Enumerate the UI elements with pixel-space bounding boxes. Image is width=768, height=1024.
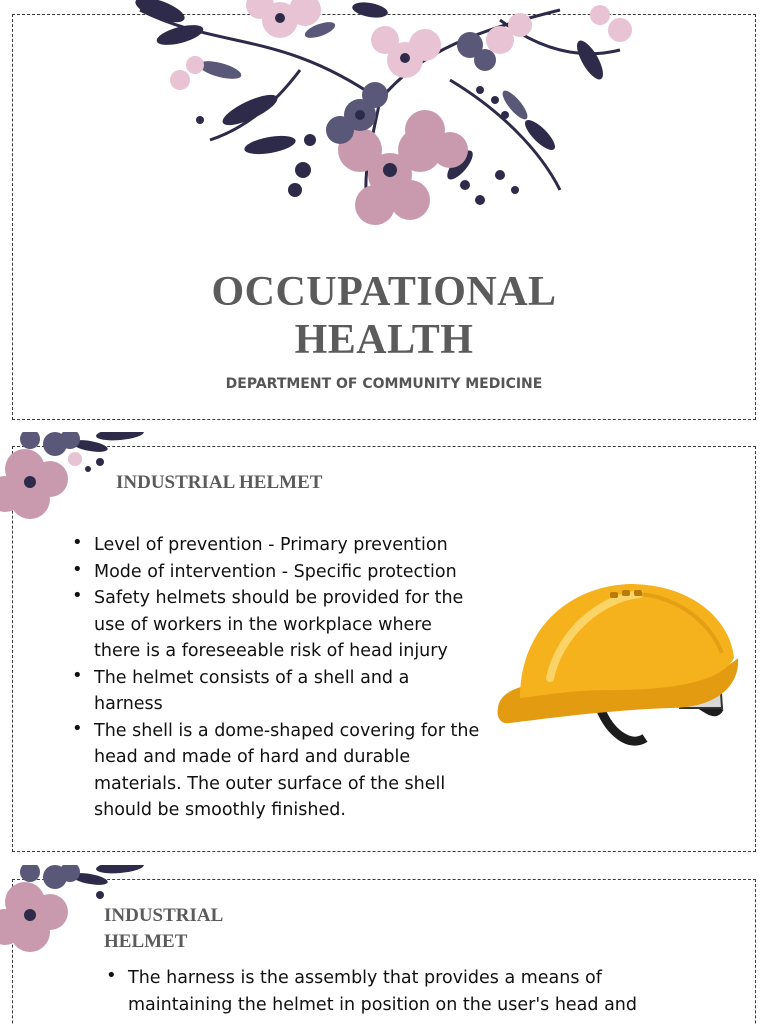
bullet-list	[72, 532, 482, 824]
helmet-slide-continued	[0, 865, 768, 1024]
heading-line-2: HELMET	[104, 931, 188, 952]
presentation-title	[0, 268, 768, 364]
list-item: • The helmet consists of a shell and a harness	[72, 665, 482, 718]
bullet-list	[106, 965, 706, 1018]
title-line-1: OCCUPATIONAL	[211, 269, 557, 315]
list-item: • Level of prevention - Primary prevention	[72, 532, 482, 559]
heading-line-1: INDUSTRIAL	[104, 905, 224, 926]
list-item: • Safety helmets should be provided for the use of workers in the workplace where there is a foreseeable risk of head injury	[72, 585, 482, 665]
presentation-subtitle: DEPARTMENT OF COMMUNITY MEDICINE	[225, 376, 543, 392]
safety-helmet-icon	[490, 558, 746, 768]
helmet-slide	[0, 432, 768, 862]
title-line-2: HEALTH	[294, 317, 474, 363]
title-slide	[0, 0, 768, 430]
list-item: • The shell is a dome-shaped covering for the head and made of hard and durable materials. The outer surface of the shell should be smoothly finished.	[72, 718, 482, 824]
list-item: • Mode of intervention - Specific protection	[72, 559, 482, 586]
slide-heading	[104, 903, 223, 955]
list-item: • The harness is the assembly that provides a means of maintaining the helmet in position on the user's head and	[106, 965, 706, 1018]
floral-decoration-icon	[120, 0, 650, 250]
slide-heading: INDUSTRIAL HELMET	[116, 472, 323, 493]
